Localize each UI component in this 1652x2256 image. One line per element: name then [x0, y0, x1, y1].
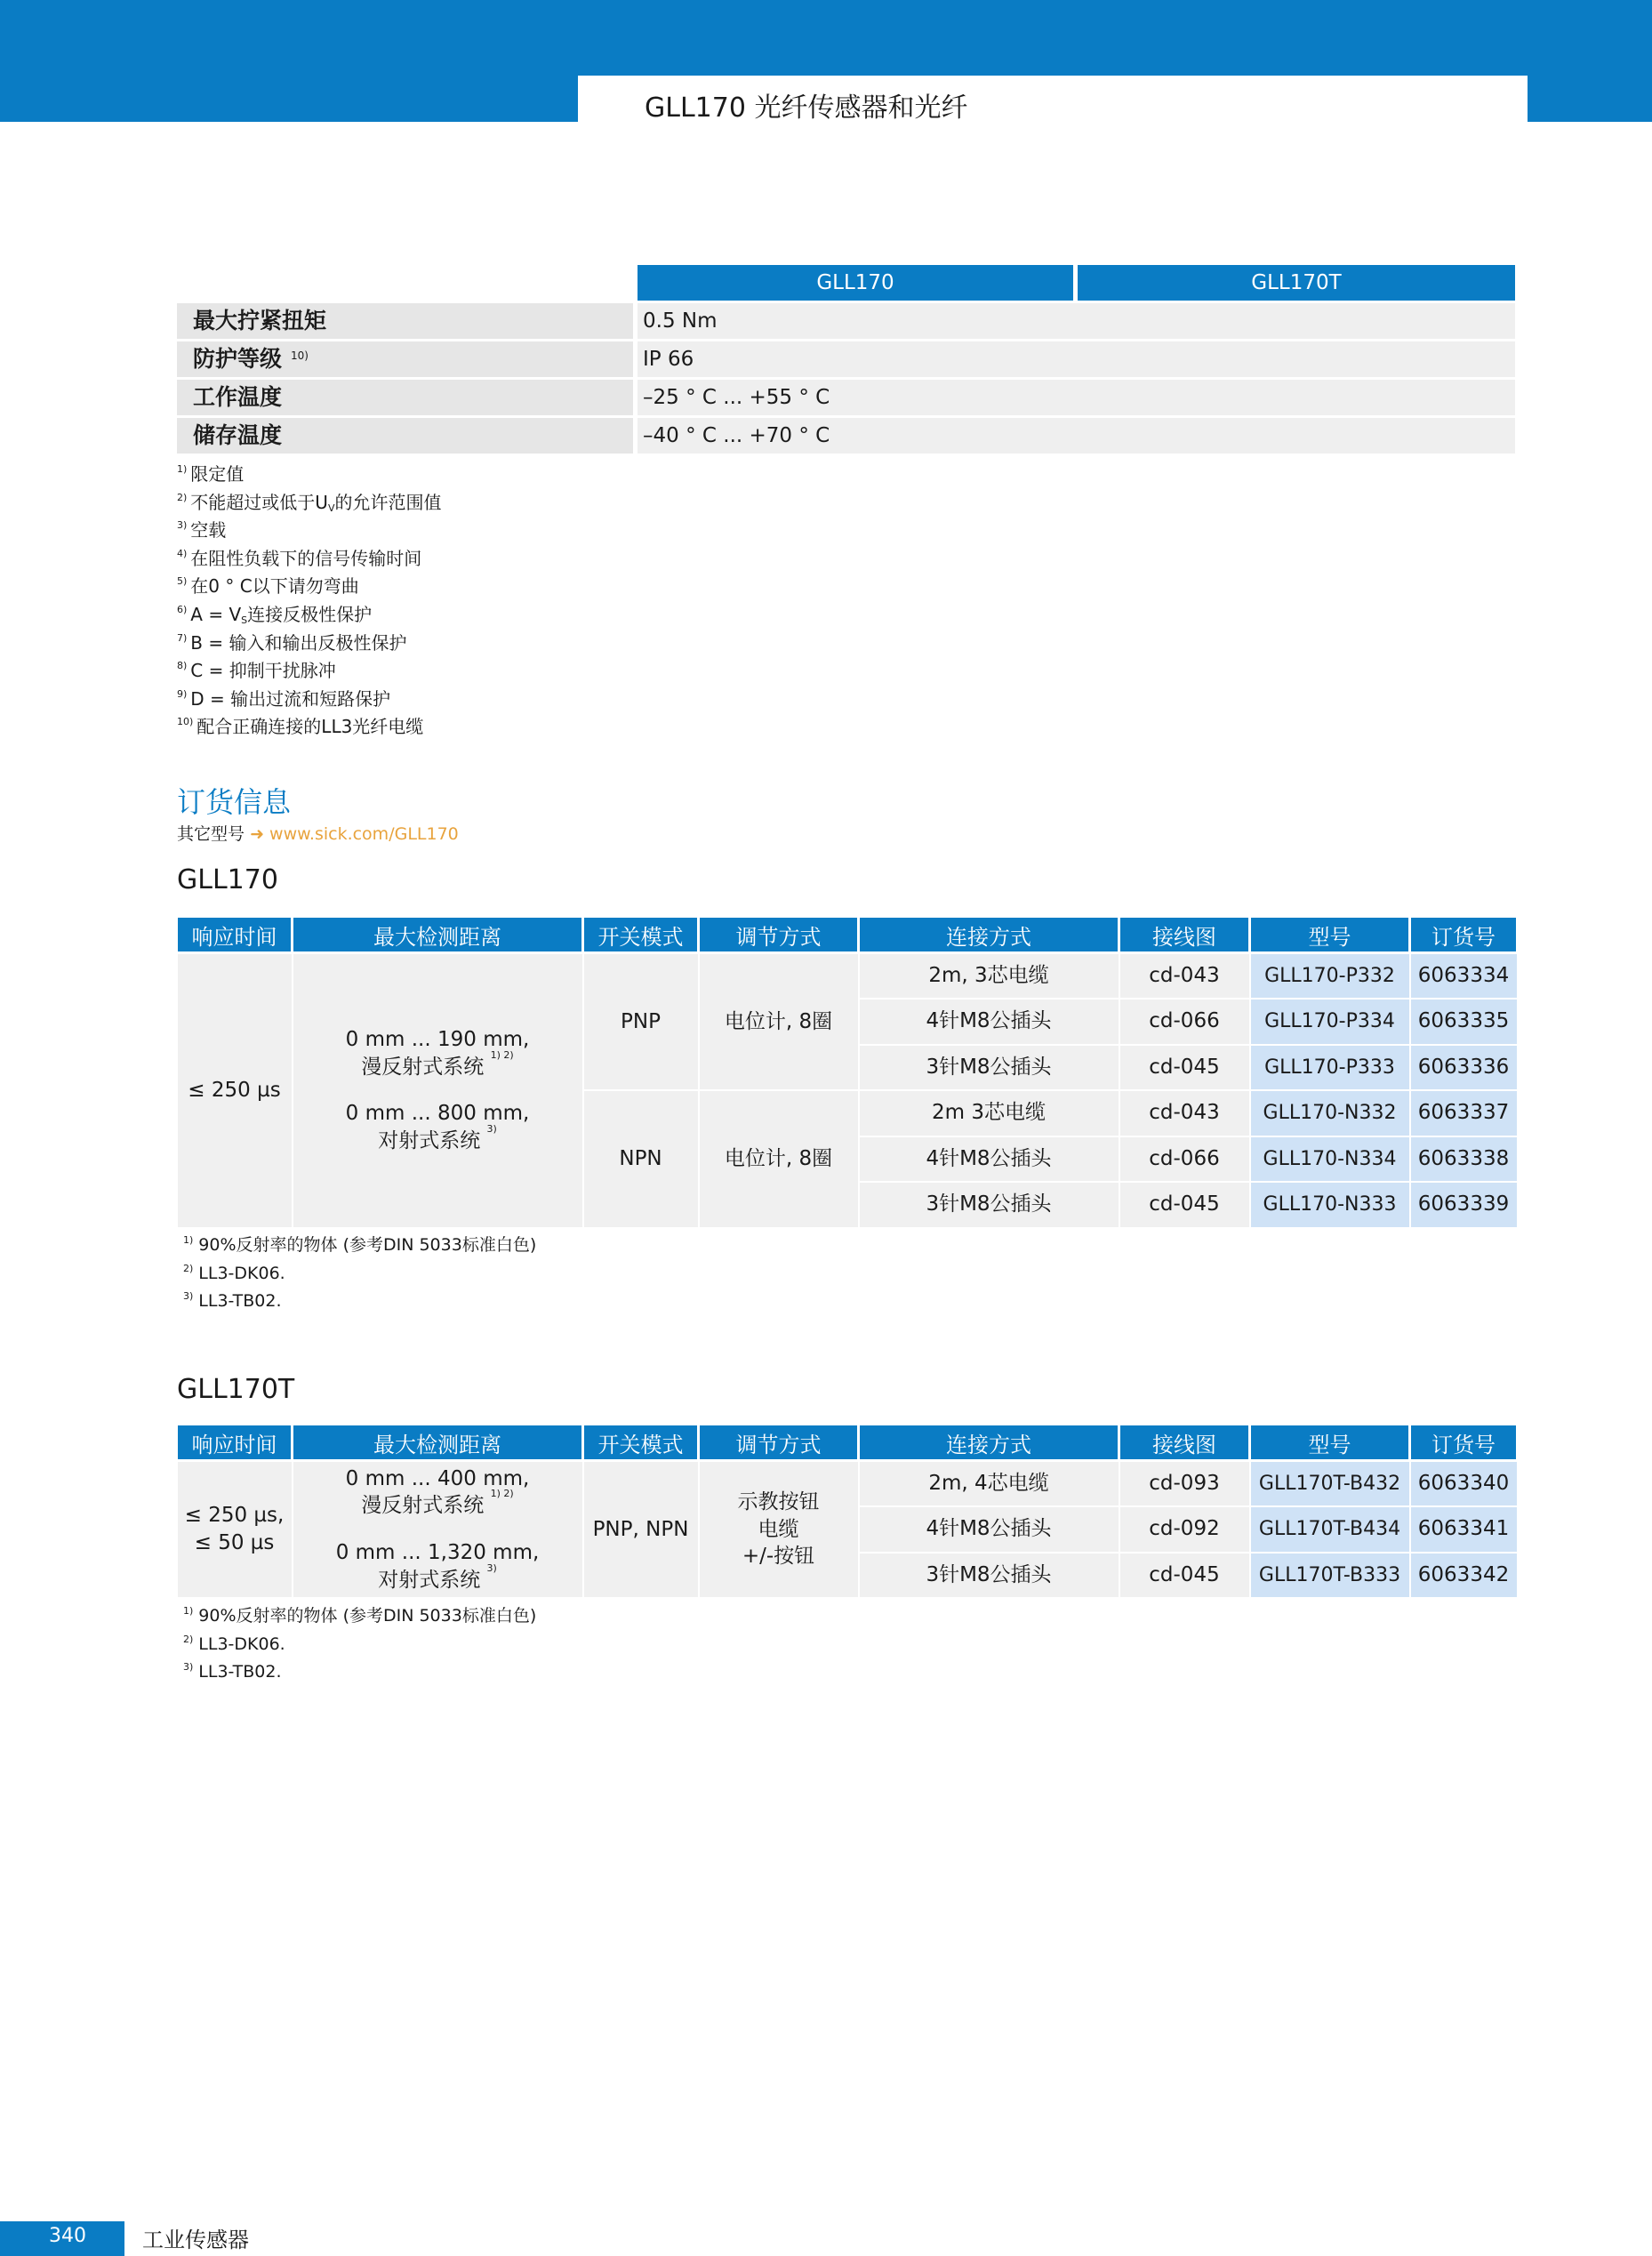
- switching-mode-cell: NPN: [583, 1090, 699, 1228]
- footnote: $^{8)}$ C = 抑制干扰脉冲: [177, 660, 336, 682]
- spec-column-gll170: GLL170: [638, 265, 1073, 301]
- page-title: GLL170 光纤传感器和光纤: [645, 92, 968, 124]
- order-number-cell: 6063342: [1410, 1553, 1518, 1599]
- table-footnote: $^{3)}$ LL3-TB02.: [183, 1290, 282, 1312]
- col-switching-mode: 开关模式: [583, 1425, 699, 1461]
- model-cell: GLL170-P332: [1250, 953, 1410, 1000]
- model-cell: GLL170T-B333: [1250, 1553, 1410, 1599]
- col-connection: 连接方式: [859, 917, 1119, 953]
- adjustment-cell: 示教按钮 电缆 +/-按钮: [699, 1461, 859, 1599]
- wiring-cell: cd-092: [1119, 1506, 1250, 1553]
- spec-value: 0.5 Nm: [638, 303, 1515, 339]
- model-cell: GLL170-P334: [1250, 999, 1410, 1045]
- order-number-cell: 6063341: [1410, 1506, 1518, 1553]
- spec-row: [177, 380, 1515, 418]
- spec-row: [177, 341, 1515, 380]
- footnote-ref: 10): [291, 349, 309, 362]
- col-response-time: 响应时间: [177, 917, 293, 953]
- connection-cell: 4针M8公插头: [859, 1506, 1119, 1553]
- footer-section-title: 工业传感器: [142, 2228, 249, 2252]
- col-adjustment: 调节方式: [699, 1425, 859, 1461]
- model-cell: GLL170-N332: [1250, 1090, 1410, 1136]
- footnote: $^{2)}$ 不能超过或低于$U_V$的允许范围值: [177, 491, 442, 514]
- col-order-no: 订货号: [1410, 1425, 1518, 1461]
- order-number-cell: 6063337: [1410, 1090, 1518, 1136]
- footnote: $^{5)}$ 在0 ° C以下请勿弯曲: [177, 575, 359, 598]
- wiring-cell: cd-043: [1119, 953, 1250, 1000]
- table-row: [177, 1461, 1518, 1507]
- footnote: $^{9)}$ D = 输出过流和短路保护: [177, 687, 391, 710]
- response-time-cell: ≤ 250 µs: [177, 953, 293, 1228]
- spec-label: 最大拧紧扭矩: [177, 303, 633, 339]
- switching-mode-cell: PNP: [583, 953, 699, 1091]
- connection-cell: 3针M8公插头: [859, 1553, 1119, 1599]
- footnote: $^{7)}$ B = 输入和输出反极性保护: [177, 631, 407, 654]
- col-wiring: 接线图: [1119, 917, 1250, 953]
- wiring-cell: cd-066: [1119, 999, 1250, 1045]
- table-footnote: $^{2)}$ LL3-DK06.: [183, 1633, 285, 1654]
- order-number-cell: 6063338: [1410, 1136, 1518, 1183]
- wiring-cell: cd-043: [1119, 1090, 1250, 1136]
- switching-mode-cell: PNP, NPN: [583, 1461, 699, 1599]
- arrow-right-icon: ➜: [250, 824, 264, 844]
- spec-value: IP 66: [638, 341, 1515, 377]
- footnote: $^{6)}$ $A = V_S$连接反极性保护: [177, 603, 373, 626]
- connection-cell: 3针M8公插头: [859, 1182, 1119, 1228]
- connection-cell: 2m, 3芯电缆: [859, 953, 1119, 1000]
- footnote: $^{1)}$ 限定值: [177, 463, 245, 485]
- other-models: [177, 821, 459, 845]
- table-footnote: $^{2)}$ LL3-DK06.: [183, 1262, 285, 1283]
- other-models-link[interactable]: www.sick.com/GLL170: [269, 824, 459, 844]
- col-switching-mode: 开关模式: [583, 917, 699, 953]
- col-max-range: 最大检测距离: [293, 917, 583, 953]
- spec-label: 工作温度: [177, 380, 633, 415]
- ordering-title: 订货信息: [177, 785, 292, 819]
- gll170t-order-table: [175, 1423, 1519, 1599]
- col-connection: 连接方式: [859, 1425, 1119, 1461]
- col-max-range: 最大检测距离: [293, 1425, 583, 1461]
- spec-table: [177, 265, 1515, 456]
- spec-column-gll170t: GLL170T: [1078, 265, 1515, 301]
- connection-cell: 2m 3芯电缆: [859, 1090, 1119, 1136]
- connection-cell: 2m, 4芯电缆: [859, 1461, 1119, 1507]
- table-row: [177, 953, 1518, 1000]
- wiring-cell: cd-093: [1119, 1461, 1250, 1507]
- wiring-cell: cd-045: [1119, 1045, 1250, 1091]
- spec-label: 防护等级 $^{10)}$: [177, 341, 633, 377]
- other-models-label: 其它型号: [177, 824, 245, 844]
- page-number: 340: [49, 2225, 86, 2247]
- order-number-cell: 6063340: [1410, 1461, 1518, 1507]
- connection-cell: 4针M8公插头: [859, 1136, 1119, 1183]
- order-number-cell: 6063334: [1410, 953, 1518, 1000]
- col-model: 型号: [1250, 1425, 1410, 1461]
- order-number-cell: 6063339: [1410, 1182, 1518, 1228]
- wiring-cell: cd-045: [1119, 1182, 1250, 1228]
- order-number-cell: 6063336: [1410, 1045, 1518, 1091]
- col-order-no: 订货号: [1410, 917, 1518, 953]
- wiring-cell: cd-066: [1119, 1136, 1250, 1183]
- table-footnote: $^{1)}$ 90%反射率的物体 (参考DIN 5033标准白色): [183, 1234, 537, 1255]
- order-number-cell: 6063335: [1410, 999, 1518, 1045]
- max-range-cell: 0 mm ... 190 mm, 漫反射式系统 $^{1) 2)}$ 0 mm ... 800 mm, 对射式系统 $^{3)}$: [293, 953, 583, 1228]
- model-cell: GLL170T-B432: [1250, 1461, 1410, 1507]
- model-cell: GLL170-N334: [1250, 1136, 1410, 1183]
- spec-footnotes: [177, 461, 441, 742]
- table-footnote: $^{1)}$ 90%反射率的物体 (参考DIN 5033标准白色): [183, 1605, 537, 1626]
- gll170-title: GLL170: [177, 864, 278, 895]
- spec-row: [177, 418, 1515, 456]
- response-time-cell: ≤ 250 µs, ≤ 50 µs: [177, 1461, 293, 1599]
- model-cell: GLL170-P333: [1250, 1045, 1410, 1091]
- table-header-row: [177, 1425, 1518, 1461]
- col-wiring: 接线图: [1119, 1425, 1250, 1461]
- spec-label: 储存温度: [177, 418, 633, 454]
- col-model: 型号: [1250, 917, 1410, 953]
- connection-cell: 4针M8公插头: [859, 999, 1119, 1045]
- max-range-cell: 0 mm ... 400 mm, 漫反射式系统 $^{1) 2)}$ 0 mm ... 1,320 mm, 对射式系统 $^{3)}$: [293, 1461, 583, 1599]
- gll170t-title: GLL170T: [177, 1374, 295, 1405]
- adjustment-cell: 电位计, 8圈: [699, 1090, 859, 1228]
- wiring-cell: cd-045: [1119, 1553, 1250, 1599]
- spec-value: –40 ° C ... +70 ° C: [638, 418, 1515, 454]
- spec-table-header: [177, 265, 1515, 301]
- adjustment-cell: 电位计, 8圈: [699, 953, 859, 1091]
- connection-cell: 3针M8公插头: [859, 1045, 1119, 1091]
- spec-value: –25 ° C ... +55 ° C: [638, 380, 1515, 415]
- model-cell: GLL170-N333: [1250, 1182, 1410, 1228]
- gll170-order-table: [175, 915, 1519, 1229]
- footnote: $^{3)}$ 空载: [177, 519, 227, 542]
- gll170-table-notes: [183, 1232, 536, 1316]
- gll170t-table-notes: [183, 1602, 536, 1687]
- model-cell: GLL170T-B434: [1250, 1506, 1410, 1553]
- col-response-time: 响应时间: [177, 1425, 293, 1461]
- footnote: $^{4)}$ 在阻性负载下的信号传输时间: [177, 547, 422, 569]
- col-adjustment: 调节方式: [699, 917, 859, 953]
- footnote: $^{10)}$ 配合正确连接的LL3光纤电缆: [177, 716, 424, 738]
- spec-row: [177, 303, 1515, 341]
- table-footnote: $^{3)}$ LL3-TB02.: [183, 1661, 282, 1682]
- table-header-row: [177, 917, 1518, 953]
